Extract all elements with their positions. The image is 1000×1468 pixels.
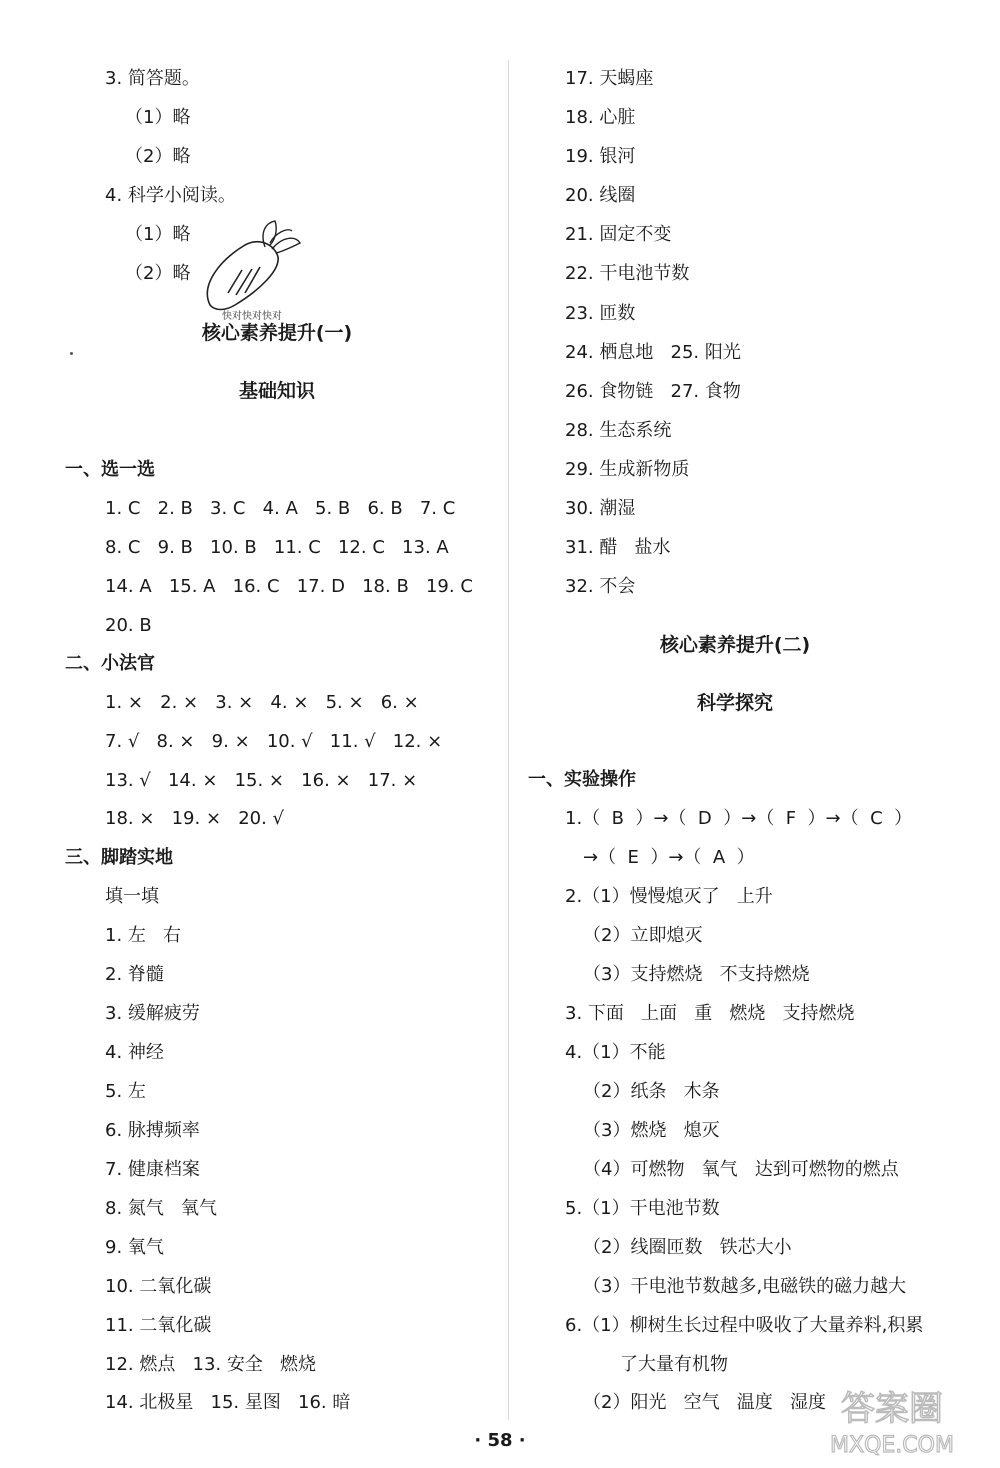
answer-line: （1）略 [125,224,191,245]
page-number: · 58 · [474,1430,526,1451]
answer-line: （1）略 [125,107,191,128]
answer-line: 18. 心脏 [565,107,636,128]
answer-line: 5. 左 [105,1081,146,1102]
column-divider [508,60,509,1420]
answer-line: 32. 不会 [565,576,636,597]
section-heading: 二、小法官 [65,653,155,674]
answer-line: 10. 二氧化碳 [105,1276,212,1297]
answer-line: 2.（1）慢慢熄灭了 上升 [565,886,773,907]
answer-line: 4. 科学小阅读。 [105,185,236,206]
answer-line: （2）线圈匝数 铁芯大小 [583,1237,792,1258]
watermark-logo [792,1380,992,1460]
answer-line: 3. 简答题。 [105,68,200,89]
watermark-bottom: MXQE.COM [830,1433,954,1458]
answer-line: （2）立即熄灭 [583,925,703,946]
answer-line: 30. 潮湿 [565,498,636,519]
answer-line: 29. 生成新物质 [565,459,690,480]
answer-line: 18. × 19. × 20. √ [105,808,285,829]
answer-line: （3）支持燃烧 不支持燃烧 [583,964,810,985]
answer-line: （4）可燃物 氧气 达到可燃物的燃点 [583,1159,899,1180]
chapter-heading: 核心素养提升(一) [201,322,353,344]
answer-line: （2）略 [125,146,191,167]
answer-line: （3）燃烧 熄灭 [583,1120,720,1141]
answer-line: 20. 线圈 [565,185,636,206]
answer-line: 3. 缓解疲劳 [105,1003,200,1024]
answer-line: 2. 脊髓 [105,964,164,985]
answer-line: 21. 固定不变 [565,224,672,245]
answer-line: 8. C 9. B 10. B 11. C 12. C 13. A [105,537,449,558]
answer-line: 22. 干电池节数 [565,263,690,284]
answer-line: 7. √ 8. × 9. × 10. √ 11. √ 12. × [105,731,443,752]
answer-line: 14. 北极星 15. 星图 16. 暗 [105,1392,351,1413]
answer-line: 6.（1）柳树生长过程中吸收了大量养料,积累 [565,1315,924,1336]
chapter-heading: 基础知识 [238,380,315,402]
answer-line: 9. 氧气 [105,1237,164,1258]
answer-line: 填一填 [105,886,159,907]
answer-line: 4.（1）不能 [565,1042,666,1063]
answer-line: 3. 下面 上面 重 燃烧 支持燃烧 [565,1003,855,1024]
answer-line: 1. × 2. × 3. × 4. × 5. × 6. × [105,692,419,713]
answer-line: 5.（1）干电池节数 [565,1198,720,1219]
section-heading: 三、脚踏实地 [65,847,173,868]
answer-line: →（ E ）→（ A ） [583,847,755,868]
answer-line: 20. B [105,615,152,636]
answer-line: （2）阳光 空气 温度 湿度 [583,1392,826,1413]
answer-line: 19. 银河 [565,146,636,167]
carrot-sketch-icon [200,215,310,325]
answer-line: 6. 脉搏频率 [105,1120,200,1141]
section-heading: 一、选一选 [65,459,155,480]
answer-line: 12. 燃点 13. 安全 燃烧 [105,1354,317,1375]
answer-line: 1. 左 右 [105,925,182,946]
answer-line: 8. 氮气 氧气 [105,1198,218,1219]
answer-line: 了大量有机物 [620,1354,728,1375]
answer-line: 23. 匝数 [565,303,636,324]
answer-line: 1. C 2. B 3. C 4. A 5. B 6. B 7. C [105,498,456,519]
watermark-top: 答案圈 [841,1389,943,1429]
chapter-heading: 核心素养提升(二) [659,634,811,656]
sketch-caption: 快对快对快对 [222,311,282,322]
answer-line: 7. 健康档案 [105,1159,200,1180]
answer-line: 26. 食物链 27. 食物 [565,381,741,402]
answer-line: 28. 生态系统 [565,420,672,441]
answer-line: 11. 二氧化碳 [105,1315,212,1336]
answer-line: 31. 醋 盐水 [565,537,671,558]
answer-line: 4. 神经 [105,1042,164,1063]
answer-line: 24. 栖息地 25. 阳光 [565,342,741,363]
dot-mark [70,352,73,355]
answer-line: 13. √ 14. × 15. × 16. × 17. × [105,770,418,791]
answer-line: 14. A 15. A 16. C 17. D 18. B 19. C [105,576,473,597]
chapter-heading: 科学探究 [696,692,773,714]
answer-line: 1.（ B ）→（ D ）→（ F ）→（ C ） [565,808,913,829]
answer-line: （2）略 [125,263,191,284]
section-heading: 一、实验操作 [528,769,636,790]
answer-line: （3）干电池节数越多,电磁铁的磁力越大 [583,1276,907,1297]
answer-line: （2）纸条 木条 [583,1081,720,1102]
answer-line: 17. 天蝎座 [565,68,654,89]
